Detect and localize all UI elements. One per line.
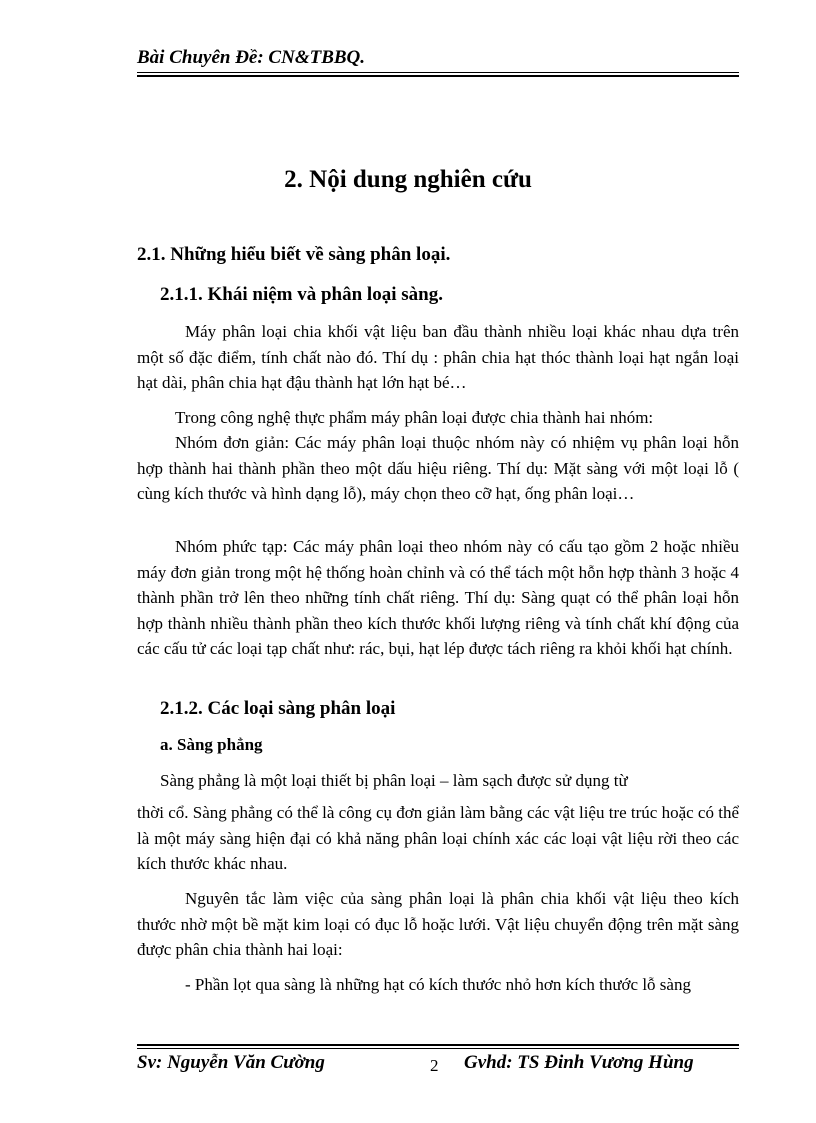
page-header-title: Bài Chuyên Đề: CN&TBBQ.	[137, 47, 366, 68]
footer-rule-thin	[137, 1048, 739, 1049]
paragraph-flat-sieve-rest: thời cổ. Sàng phẳng có thể là công cụ đơn giản làm bằng các vật liệu tre trúc hoặc có thể là một máy sàng hiện đại có khả năng phân loại chính xác các loại vật liệu rời theo các kích thước khác nhau.	[137, 803, 739, 873]
header-rule-thin	[137, 72, 739, 73]
paragraph-simple-group: Nhóm đơn giản: Các máy phân loại thuộc nhóm này có nhiệm vụ phân loại hỗn hợp thành hai thành phần theo một dấu hiệu riêng. Thí dụ: Mặt sàng với một loại lỗ ( cùng kích thước và hình dạng lỗ), máy chọn theo cỡ hạt, ống phân loại…	[137, 433, 739, 503]
subsection-heading-a: a. Sàng phẳng	[160, 735, 263, 754]
paragraph-definition: Máy phân loại chia khối vật liệu ban đầu thành nhiều loại khác nhau dựa trên một số đặc điểm, tính chất nào đó. Thí dụ : phân chia hạt thóc thành loại hạt ngắn loại hạt dài, phân chia hạt đậu thành hạt lớn hạt bé…	[137, 322, 739, 392]
section-heading-2-1: 2.1. Những hiểu biết về sàng phân loại.	[137, 244, 451, 265]
header-rule-thick	[137, 75, 739, 77]
footer-advisor-name: Gvhd: TS Đinh Vương Hùng	[464, 1052, 694, 1073]
chapter-title: 2. Nội dung nghiên cứu	[284, 166, 532, 193]
section-heading-2-1-1: 2.1.1. Khái niệm và phân loại sàng.	[160, 284, 443, 305]
paragraph-two-groups: Trong công nghệ thực phẩm máy phân loại được chia thành hai nhóm:	[175, 408, 654, 427]
footer-rule-thick	[137, 1044, 739, 1046]
footer-student-name: Sv: Nguyễn Văn Cường	[137, 1052, 325, 1073]
paragraph-complex-group: Nhóm phức tạp: Các máy phân loại theo nhóm này có cấu tạo gồm 2 hoặc nhiều máy đơn giản trong một hệ thống hoàn chỉnh và có thể tách một hỗn hợp thành 3 hoặc 4 thành phần trở lên theo những tính chất riêng. Thí dụ: Sàng quạt có thể phân loại hỗn hợp thành nhiều thành phần theo kích thước khối lượng riêng và tính chất khí động của các cấu tử các loại tạp chất như: rác, bụi, hạt lép được tách riêng ra khỏi khối hạt chính.	[137, 537, 739, 658]
paragraph-working-principle: Nguyên tắc làm việc của sàng phân loại là phân chia khối vật liệu theo kích thước nhờ một bề mặt kim loại có đục lỗ hoặc lưới. Vật liệu chuyển động trên mặt sàng được phân chia thành hai loại:	[137, 889, 739, 959]
footer-page-number: 2	[430, 1056, 439, 1075]
paragraph-passing-part: - Phần lọt qua sàng là những hạt có kích thước nhỏ hơn kích thước lỗ sàng	[185, 975, 691, 994]
paragraph-flat-sieve-first-line: Sàng phẳng là một loại thiết bị phân loại – làm sạch được sử dụng từ	[160, 771, 628, 790]
section-heading-2-1-2: 2.1.2. Các loại sàng phân loại	[160, 698, 396, 719]
